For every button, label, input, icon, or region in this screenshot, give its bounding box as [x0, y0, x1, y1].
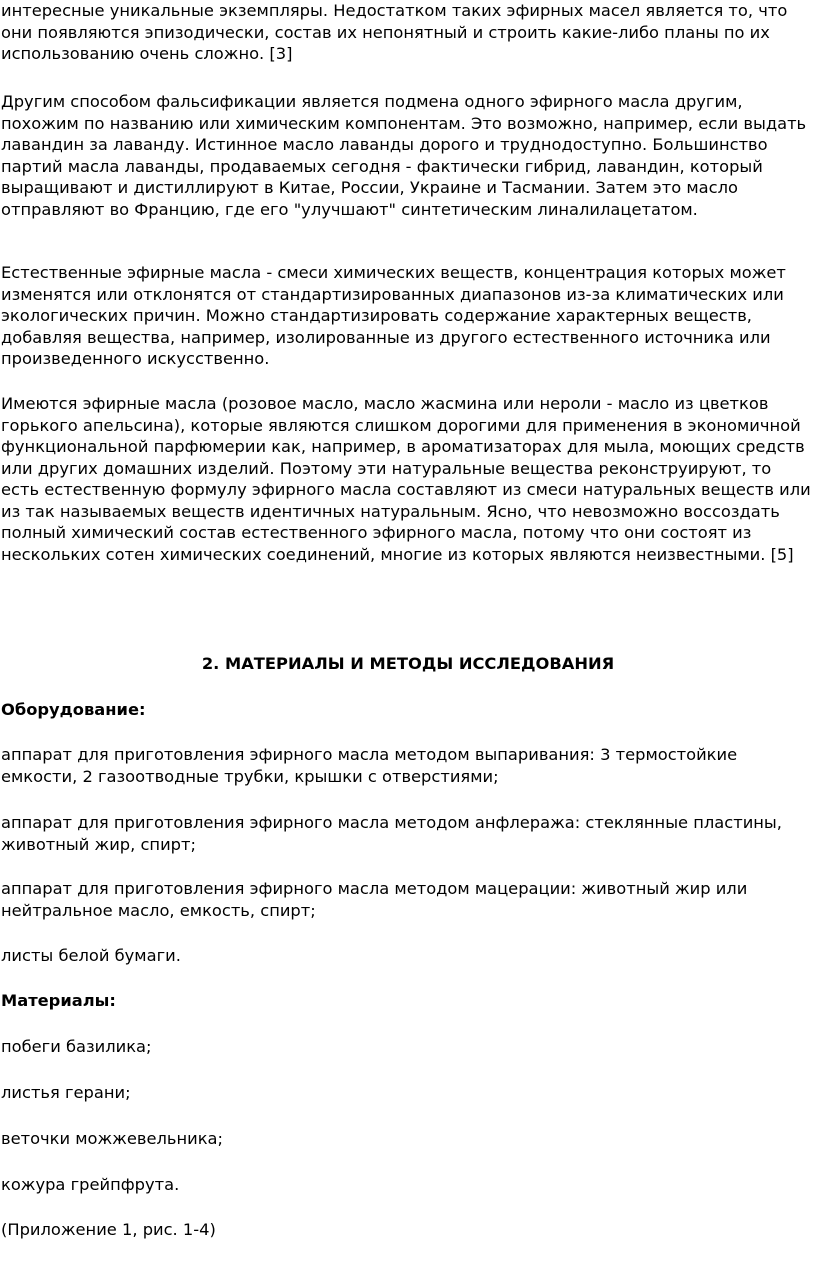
materials-item: побеги базилика; — [1, 1037, 152, 1056]
paragraph-natural-oils-composition: Естественные эфирные масла - смеси химических веществ, концентрация которых может изменятся или отклонятся от стандартизированных диапазонов из-за климатических или экологических причин. Можно стандартизировать содержание характерных веществ, добавляя вещества, например, изолированные из другого естественного источника или произведенного искусственно. — [1, 263, 786, 368]
equipment-item: аппарат для приготовления эфирного масла методом мацерации: животный жир или нейтральное масло, емкость, спирт; — [1, 879, 748, 920]
section-heading: 2. МАТЕРИАЛЫ И МЕТОДЫ ИССЛЕДОВАНИЯ — [201, 654, 615, 673]
appendix-note: (Приложение 1, рис. 1-4) — [1, 1220, 216, 1239]
materials-item: веточки можжевельника; — [1, 1129, 223, 1148]
materials-item: кожура грейпфрута. — [1, 1175, 180, 1194]
equipment-item: аппарат для приготовления эфирного масла методом выпаривания: 3 термостойкие емкости, 2 газоотводные трубки, крышки с отверстиями; — [1, 745, 738, 786]
materials-item: листья герани; — [1, 1083, 131, 1102]
paragraph-essential-oils-rarity: интересные уникальные экземпляры. Недостатком таких эфирных масел является то, что они появляются эпизодически, состав их непонятный и строить какие-либо планы по их использованию очень сложно. [3] — [1, 1, 788, 63]
materials-title: Материалы: — [1, 991, 116, 1010]
equipment-title: Оборудование: — [1, 700, 146, 719]
equipment-item: аппарат для приготовления эфирного масла методом анфлеража: стеклянные пластины, животный жир, спирт; — [1, 813, 782, 854]
equipment-item: листы белой бумаги. — [1, 946, 181, 965]
paragraph-falsification-substitution: Другим способом фальсификации является подмена одного эфирного масла другим, похожим по названию или химическим компонентам. Это возможно, например, если выдать лавандин за лаванду. Истинное масло лаванды дорого и труднодоступно. Большинство партий масла лаванды, продаваемых сегодня - фактически гибрид, лавандин, который выращивают и дистиллируют в Китае, России, Украине и Тасмании. Затем это масло отправляют во Францию, где его "улучшают" синтетическим линалилацетатом. — [1, 92, 807, 219]
paragraph-reconstructed-oils: Имеются эфирные масла (розовое масло, масло жасмина или нероли - масло из цветков горького апельсина), которые являются слишком дорогими для применения в экономичной функциональной парфюмерии как, например, в ароматизаторах для мыла, моющих средств или других домашних изделий. Поэтому эти натуральные вещества реконструируют, то есть естественную формулу эфирного масла составляют из смеси натуральных веществ или из так называемых веществ идентичных натуральным. Ясно, что невозможно воссоздать полный химический состав естественного эфирного масла, потому что они состоят из нескольких сотен химических соединений, многие из которых являются неизвестными. [5] — [1, 394, 811, 564]
